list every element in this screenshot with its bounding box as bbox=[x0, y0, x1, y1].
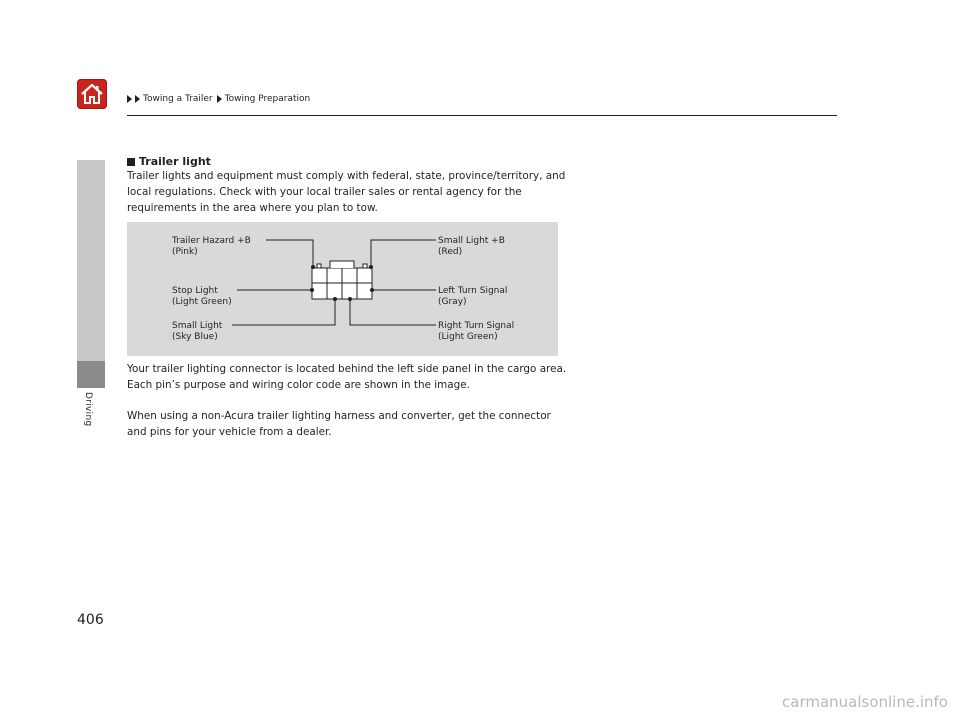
label-right-turn-name: Right Turn Signal bbox=[438, 321, 515, 331]
label-stop-light bbox=[172, 286, 232, 308]
label-left-turn bbox=[438, 286, 507, 308]
watermark: carmanualsonline.info bbox=[782, 693, 948, 711]
breadcrumb bbox=[127, 94, 310, 104]
trailer-connector-diagram bbox=[127, 222, 558, 356]
chapter-side-tab[interactable] bbox=[77, 160, 105, 388]
label-trailer-hazard-color: (Pink) bbox=[172, 247, 198, 257]
label-right-turn bbox=[438, 321, 514, 343]
label-trailer-hazard bbox=[172, 236, 251, 258]
breadcrumb-arrow-icon bbox=[127, 95, 132, 103]
label-small-light-b bbox=[438, 236, 505, 258]
label-small-light-b-color: (Red) bbox=[438, 247, 463, 257]
section-square-icon bbox=[127, 158, 135, 166]
section-title: Trailer light bbox=[139, 155, 211, 168]
home-button[interactable] bbox=[77, 79, 107, 109]
non-acura-paragraph: When using a non-Acura trailer lighting harness and converter, get the connector and pins for your vehicle from a dealer. bbox=[127, 410, 551, 438]
breadcrumb-item-towing-preparation[interactable]: Towing Preparation bbox=[224, 94, 311, 104]
label-stop-light-name: Stop Light bbox=[172, 286, 218, 296]
chapter-side-tab-active[interactable] bbox=[77, 361, 105, 388]
label-left-turn-name: Left Turn Signal bbox=[438, 286, 508, 296]
label-stop-light-color: (Light Green) bbox=[172, 297, 232, 307]
label-small-light bbox=[172, 321, 222, 343]
breadcrumb-arrow-icon bbox=[217, 95, 222, 103]
label-right-turn-color: (Light Green) bbox=[438, 332, 498, 342]
breadcrumb-item-towing-a-trailer[interactable]: Towing a Trailer bbox=[143, 94, 213, 104]
label-trailer-hazard-name: Trailer Hazard +B bbox=[172, 236, 251, 246]
page-number: 406 bbox=[77, 612, 104, 628]
home-icon bbox=[77, 79, 107, 109]
label-small-light-b-name: Small Light +B bbox=[438, 236, 505, 246]
chapter-label: Driving bbox=[83, 392, 93, 427]
intro-paragraph: Trailer lights and equipment must comply with federal, state, province/territory, and local regulations. Check with your local trailer sales or rental agency for the requirements in the area where you plan to tow. bbox=[127, 170, 566, 214]
breadcrumb-arrow-icon bbox=[135, 95, 140, 103]
header-rule bbox=[127, 115, 837, 116]
label-small-light-name: Small Light bbox=[172, 321, 223, 331]
label-small-light-color: (Sky Blue) bbox=[172, 332, 218, 342]
location-paragraph: Your trailer lighting connector is located behind the left side panel in the cargo area. Each pin’s purpose and wiring color code are shown in the image. bbox=[127, 363, 567, 391]
section-heading bbox=[127, 155, 211, 168]
label-left-turn-color: (Gray) bbox=[438, 297, 467, 307]
